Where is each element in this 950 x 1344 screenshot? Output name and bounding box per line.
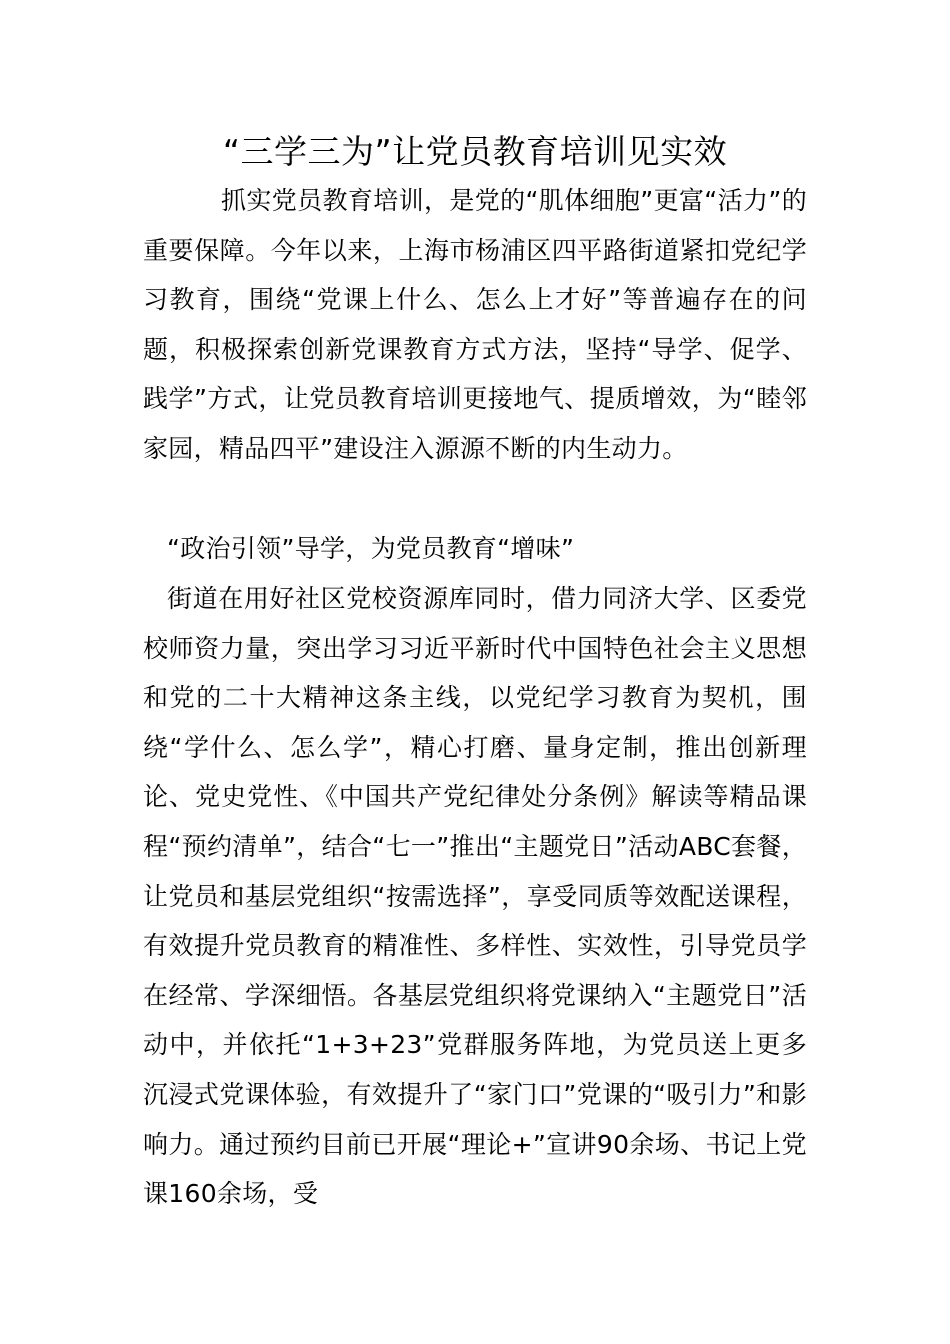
document-title: “三学三为”让党员教育培训见实效 [222, 132, 728, 171]
section-heading: “政治引领”导学，为党员教育“增味” [167, 534, 575, 563]
intro-paragraph: 抓实党员教育培训，是党的“肌体细胞”更富“活力”的重要保障。今年以来，上海市杨浦区四平路街道紧扣党纪学习教育，围绕“党课上什么、怎么上才好”等普遍存在的问题，积极探索创新党课教育方式方法，坚持“导学、促学、践学”方式，让党员教育培训更接地气、提质增效，为“睦邻家园，精品四平”建设注入源源不断的内生动力。 [143, 186, 807, 463]
body-paragraph: 街道在用好社区党校资源库同时，借力同济大学、区委党校师资力量，突出学习习近平新时代中国特色社会主义思想和党的二十大精神这条主线，以党纪学习教育为契机，围绕“学什么、怎么学”，精心打磨、量身定制，推出创新理论、党史党性、《中国共产党纪律处分条例》解读等精品课程“预约清单”，结合“七一”推出“主题党日”活动ABC套餐，让党员和基层党组织“按需选择”，享受同质等效配送课程，有效提升党员教育的精准性、多样性、实效性，引导党员学在经常、学深细悟。各基层党组织将党课纳入“主题党日”活动中，并依托“1+3+23”党群服务阵地，为党员送上更多沉浸式党课体验，有效提升了“家门口”党课的“吸引力”和影响力。通过预约目前已开展“理论+”宣讲90余场、书记上党课160余场，受 [143, 584, 807, 1209]
